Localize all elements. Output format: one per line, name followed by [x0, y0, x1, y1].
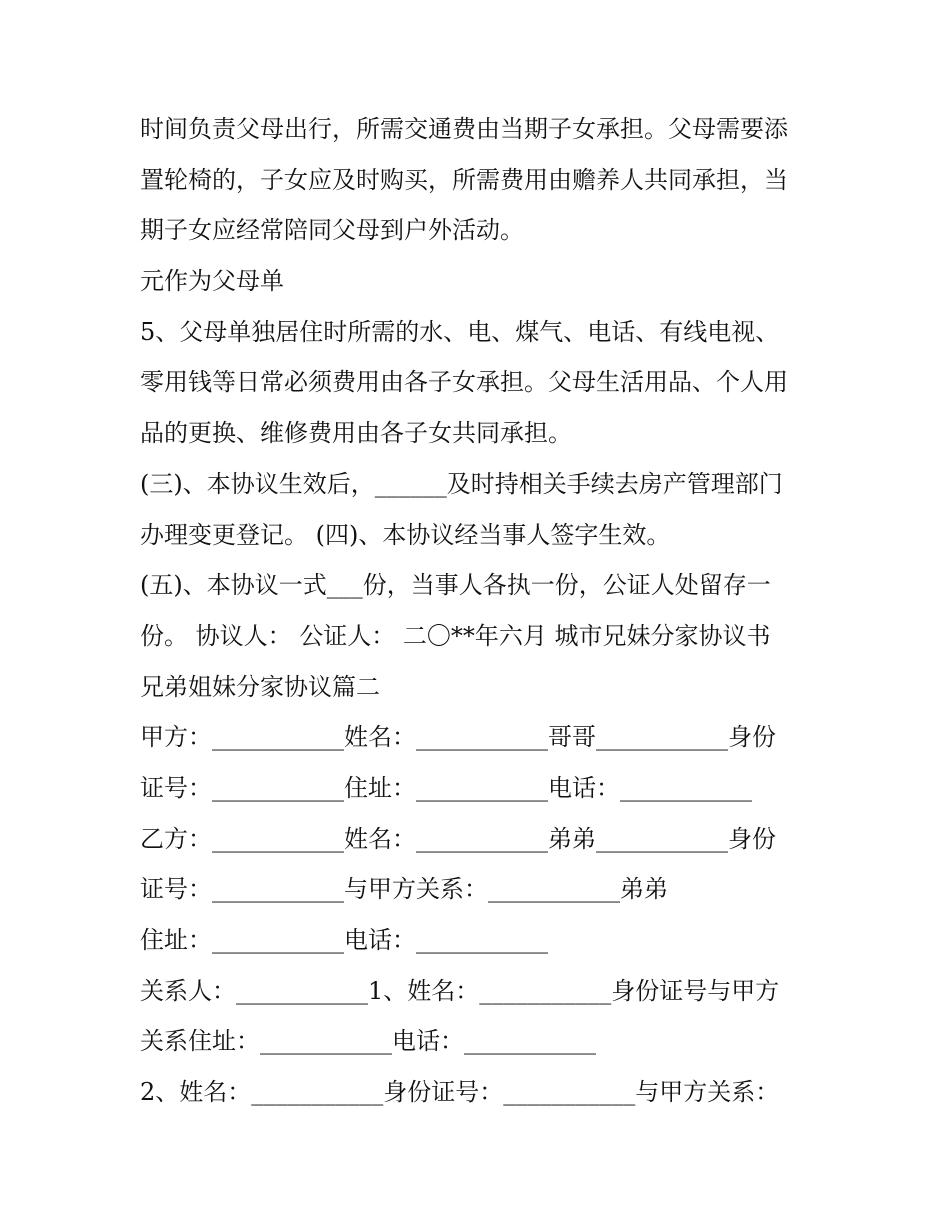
text-line: 2、姓名：___________身份证号：___________与甲方关系：: [140, 1078, 780, 1107]
text-line: 乙方：___________姓名：___________弟弟___________身份: [140, 824, 776, 853]
text-line: 零用钱等日常必须费用由各子女承担。父母生活用品、个人用: [140, 368, 788, 397]
text-line: 甲方：___________姓名：___________哥哥___________身份: [140, 723, 776, 752]
text-line: 品的更换、维修费用由各子女共同承担。: [140, 419, 572, 448]
section-heading: 兄弟姐妹分家协议篇二: [140, 672, 380, 701]
text-line: 期子女应经常陪同父母到户外活动。: [140, 216, 524, 245]
text-line: 置轮椅的，子女应及时购买，所需费用由赡养人共同承担，当: [140, 165, 788, 194]
text-line: 证号：___________住址：___________电话：___________: [140, 773, 752, 802]
text-line: (五)、本协议一式___份，当事人各执一份，公证人处留存一: [140, 571, 771, 600]
text-line: 时间负责父母出行，所需交通费由当期子女承担。父母需要添: [140, 115, 788, 143]
text-line: 元作为父母单: [140, 267, 284, 296]
text-line: 办理变更登记。 (四)、本协议经当事人签字生效。: [140, 520, 671, 549]
text-line: (三)、本协议生效后，______及时持相关手续去房产管理部门: [140, 469, 783, 498]
text-line: 关系住址：___________电话：___________: [140, 1027, 596, 1056]
text-line: 5、父母单独居住时所需的水、电、煤气、电话、有线电视、: [140, 317, 780, 346]
document-body: [140, 104, 820, 1118]
text-line: 关系人：___________1、姓名：___________身份证号与甲方: [140, 976, 780, 1005]
text-line: 证号：___________与甲方关系：___________弟弟: [140, 875, 668, 904]
text-line: 住址：___________电话：___________: [140, 926, 548, 954]
text-line: 份。 协议人： 公证人： 二〇**年六月 城市兄妹分家协议书: [140, 621, 771, 650]
